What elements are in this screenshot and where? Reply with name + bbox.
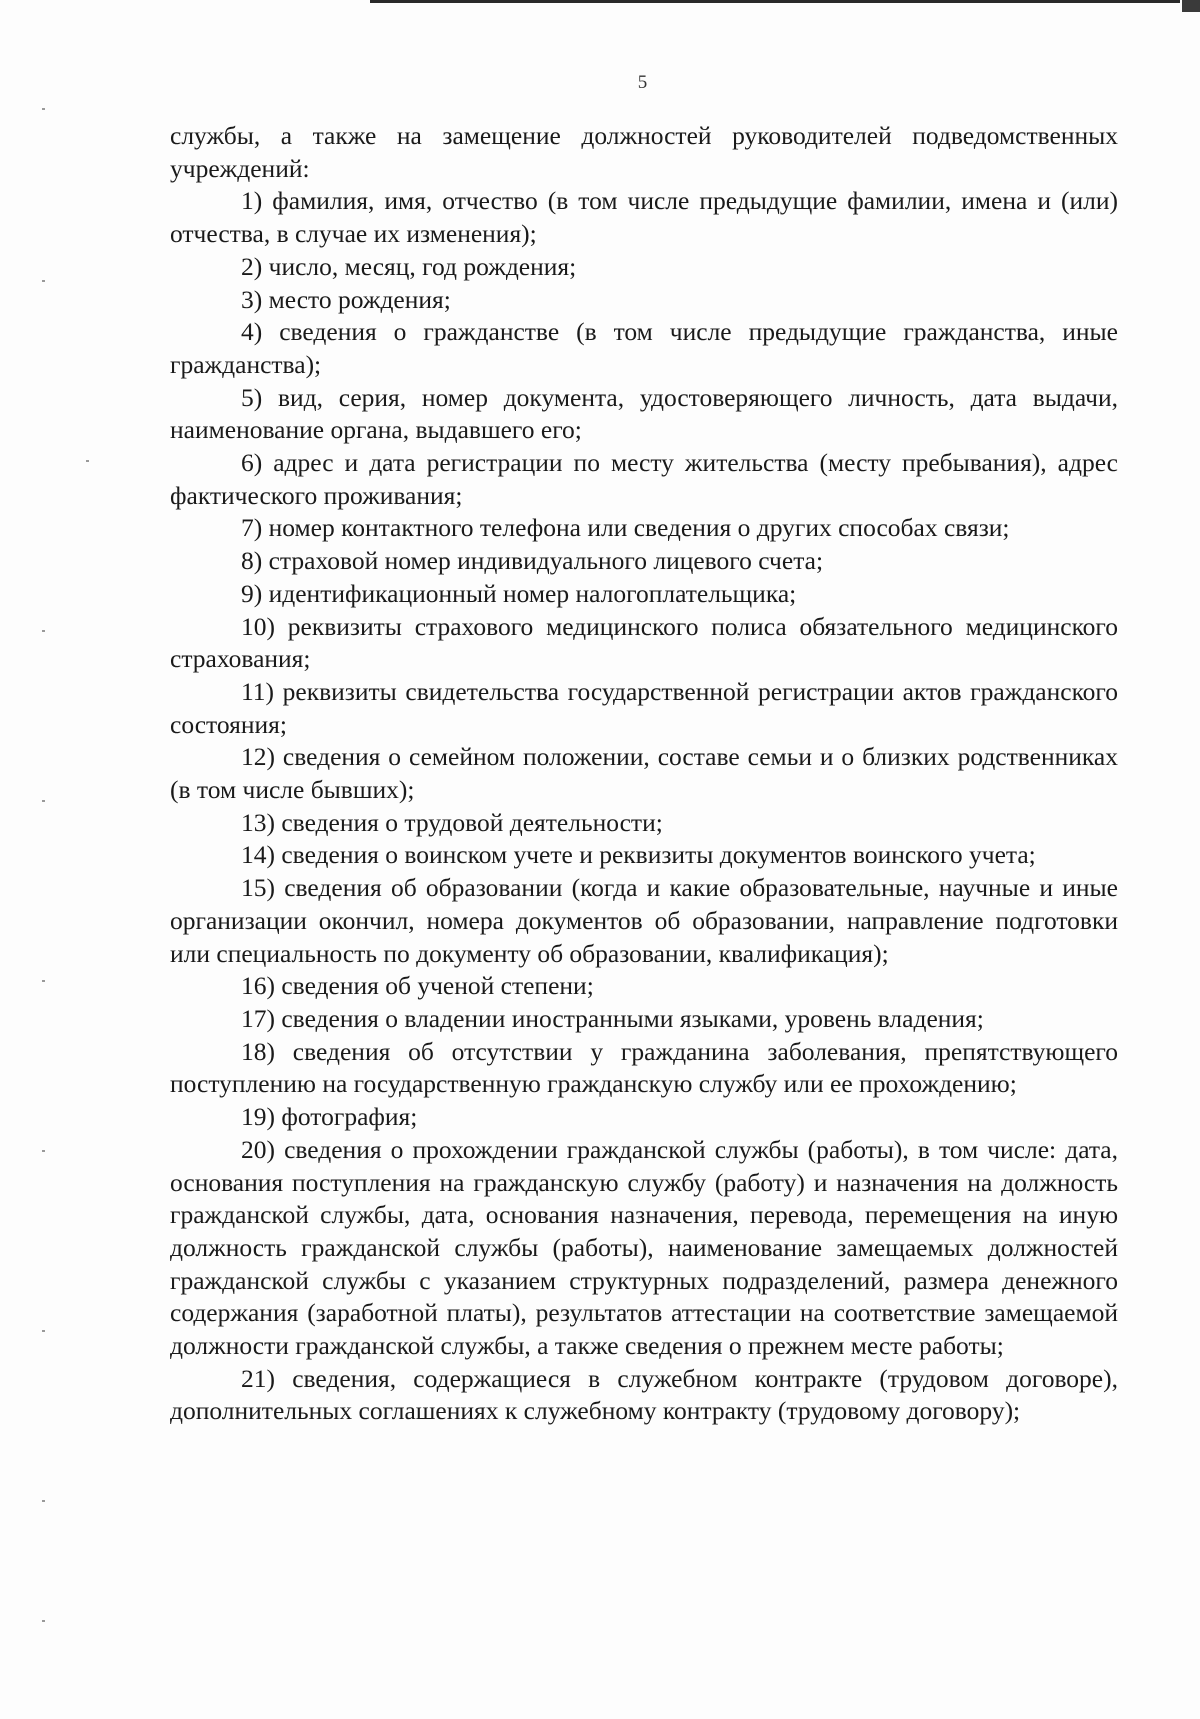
scan-speck (42, 280, 45, 282)
list-item-10: 10) реквизиты страхового медицинского полиса обязательного медицинского страхования; (170, 611, 1118, 674)
list-item-3: 3) место рождения; (241, 284, 451, 314)
list-item-13: 13) сведения о трудовой деятельности; (241, 807, 663, 837)
list-item-17: 17) сведения о владении иностранными языками, уровень владения; (241, 1003, 984, 1033)
scan-speck (86, 460, 89, 462)
list-item-11: 11) реквизиты свидетельства государственной регистрации актов гражданского состояния; (170, 676, 1118, 739)
scan-speck (42, 1500, 45, 1502)
list-item-12: 12) сведения о семейном положении, составе семьи и о близких родственниках (в том числе бывших); (170, 742, 1118, 805)
list-item-6: 6) адрес и дата регистрации по месту жительства (месту пребывания), адрес фактического проживания; (170, 448, 1118, 510)
scan-speck (42, 800, 45, 802)
scan-speck (42, 630, 45, 632)
scan-speck (42, 108, 45, 110)
list-item-5: 5) вид, серия, номер документа, удостоверяющего личность, дата выдачи, наименование органа, выдавшего его; (170, 382, 1118, 445)
scan-top-edge (370, 0, 1180, 3)
list-item-4: 4) сведения о гражданстве (в том числе предыдущие гражданства, иные гражданства); (170, 317, 1118, 379)
scan-speck (42, 1330, 45, 1332)
list-item-20: 20) сведения о прохождении гражданской службы (работы), в том числе: дата, основания поступления на гражданскую службу (работу) и назначения на должность гражданской службы, дата, основания назначения, перевода, перемещения на иную должность гражданской службы (работы), наименование замещаемых должностей гражданской службы с указанием структурных подразделений, размера денежного содержания (заработной платы), результатов аттестации на соответствие замещаемой должности гражданской службы, а также сведения о прежнем месте работы; (170, 1134, 1118, 1361)
list-item-9: 9) идентификационный номер налогоплательщика; (241, 578, 797, 608)
scan-speck (42, 980, 45, 982)
list-item-1: 1) фамилия, имя, отчество (в том числе предыдущие фамилии, имена и (или) отчества, в случае их изменения); (170, 186, 1118, 249)
scan-speck (42, 1620, 45, 1622)
intro-paragraph: службы, а также на замещение должностей руководителей подведомственных учреждений: (170, 121, 1118, 183)
list-item-15: 15) сведения об образовании (когда и какие образовательные, научные и иные организации окончил, номера документов об образовании, направление подготовки или специальность по документу об образовании, квалификация); (170, 873, 1118, 968)
page-number: 5 (637, 72, 648, 93)
list-item-19: 19) фотография; (241, 1102, 418, 1132)
document-body (170, 120, 1118, 1428)
scan-speck (42, 1150, 45, 1152)
list-item-7: 7) номер контактного телефона или сведения о других способах связи; (241, 513, 1010, 543)
list-item-14: 14) сведения о воинском учете и реквизиты документов воинского учета; (241, 840, 1036, 870)
list-item-21: 21) сведения, содержащиеся в служебном контракте (трудовом договоре), дополнительных соглашениях к служебному контракту (трудовому договору); (170, 1363, 1118, 1426)
list-item-2: 2) число, месяц, год рождения; (241, 251, 577, 281)
scan-corner-mark (1182, 0, 1200, 12)
list-item-18: 18) сведения об отсутствии у гражданина заболевания, препятствующего поступлению на государственную гражданскую службу или ее прохождению; (170, 1036, 1118, 1099)
list-item-16: 16) сведения об ученой степени; (241, 971, 594, 1001)
list-item-8: 8) страховой номер индивидуального лицевого счета; (241, 546, 824, 576)
